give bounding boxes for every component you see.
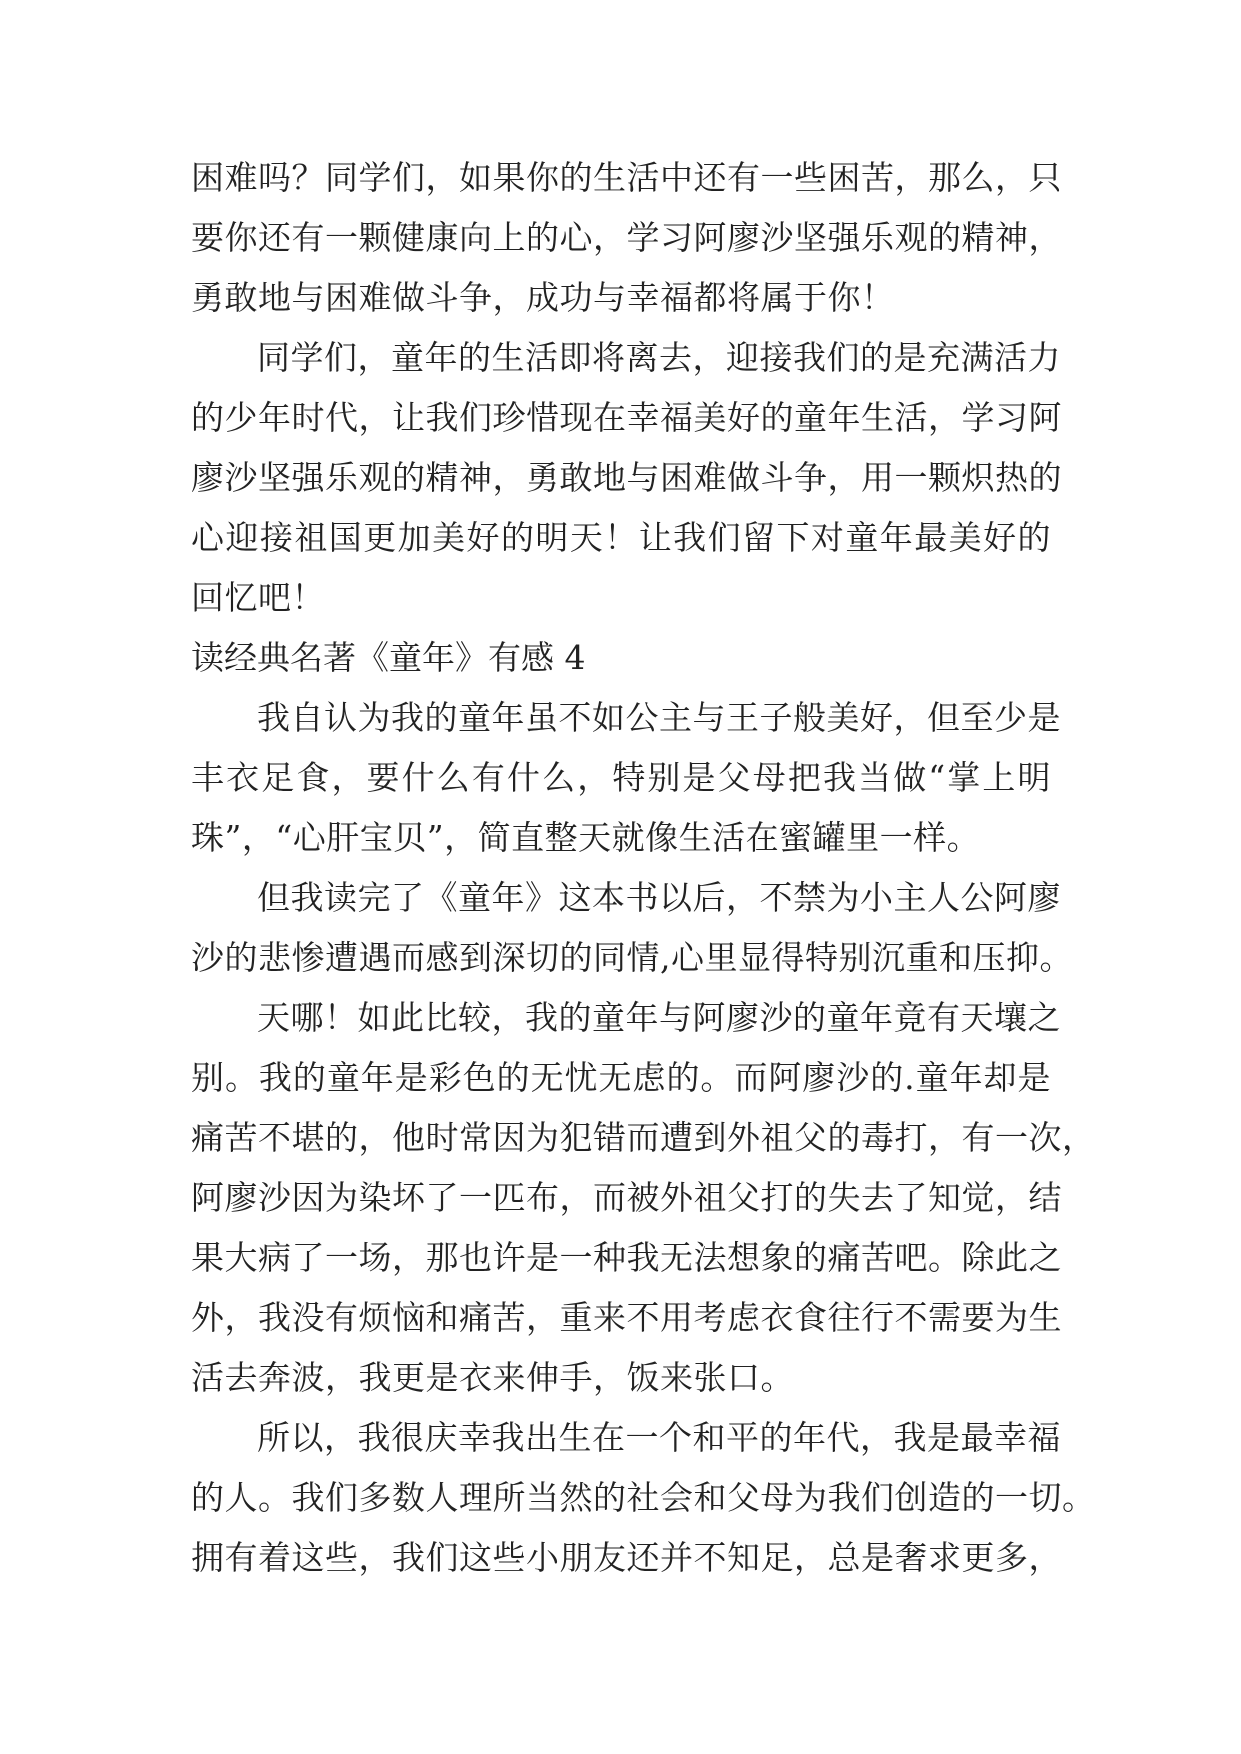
paragraph-line: 所以，我很庆幸我出生在一个和平的年代，我是最幸福	[257, 1418, 1061, 1457]
paragraph-line: 别。我的童年是彩色的无忧无虑的。而阿廖沙的.童年却是	[191, 1058, 1051, 1097]
paragraph-line: 同学们，童年的生活即将离去，迎接我们的是充满活力	[257, 338, 1061, 377]
paragraph-line: 痛苦不堪的，他时常因为犯错而遭到外祖父的毒打，有一次，	[191, 1118, 1096, 1157]
paragraph-line: 天哪！如此比较，我的童年与阿廖沙的童年竟有天壤之	[257, 998, 1061, 1037]
paragraph-line: 丰衣足食，要什么有什么，特别是父母把我当做“掌上明	[191, 758, 1051, 797]
paragraph-line: 珠”，“心肝宝贝”，简直整天就像生活在蜜罐里一样。	[191, 818, 981, 857]
paragraph-line: 活去奔波，我更是衣来伸手，饭来张口。	[191, 1358, 794, 1397]
paragraph-line: 勇敢地与困难做斗争，成功与幸福都将属于你！	[191, 278, 895, 317]
paragraph-line: 阿廖沙因为染坏了一匹布，而被外祖父打的失去了知觉，结	[191, 1178, 1062, 1217]
paragraph-line: 拥有着这些，我们这些小朋友还并不知足，总是奢求更多，	[191, 1538, 1062, 1577]
paragraph-line: 外，我没有烦恼和痛苦，重来不用考虑衣食往行不需要为生	[191, 1298, 1062, 1337]
paragraph-line: 困难吗？同学们，如果你的生活中还有一些困苦，那么，只	[191, 158, 1062, 197]
paragraph-line: 心迎接祖国更加美好的明天！让我们留下对童年最美好的	[191, 518, 1051, 557]
paragraph-line: 沙的悲惨遭遇而感到深切的同情,心里显得特别沉重和压抑。	[191, 938, 1073, 977]
paragraph-line: 但我读完了《童年》这本书以后，不禁为小主人公阿廖	[257, 878, 1061, 917]
paragraph-line: 果大病了一场，那也许是一种我无法想象的痛苦吧。除此之	[191, 1238, 1062, 1277]
paragraph-line: 的少年时代，让我们珍惜现在幸福美好的童年生活，学习阿	[191, 398, 1062, 437]
section-heading: 读经典名著《童年》有感 4	[191, 638, 586, 677]
paragraph-line: 回忆吧！	[191, 578, 325, 617]
paragraph-line: 我自认为我的童年虽不如公主与王子般美好，但至少是	[257, 698, 1061, 737]
paragraph-line: 的人。我们多数人理所当然的社会和父母为我们创造的一切。	[191, 1478, 1096, 1517]
paragraph-line: 要你还有一颗健康向上的心，学习阿廖沙坚强乐观的精神，	[191, 218, 1062, 257]
document-body	[191, 148, 1096, 1588]
paragraph-line: 廖沙坚强乐观的精神，勇敢地与困难做斗争，用一颗炽热的	[191, 458, 1062, 497]
